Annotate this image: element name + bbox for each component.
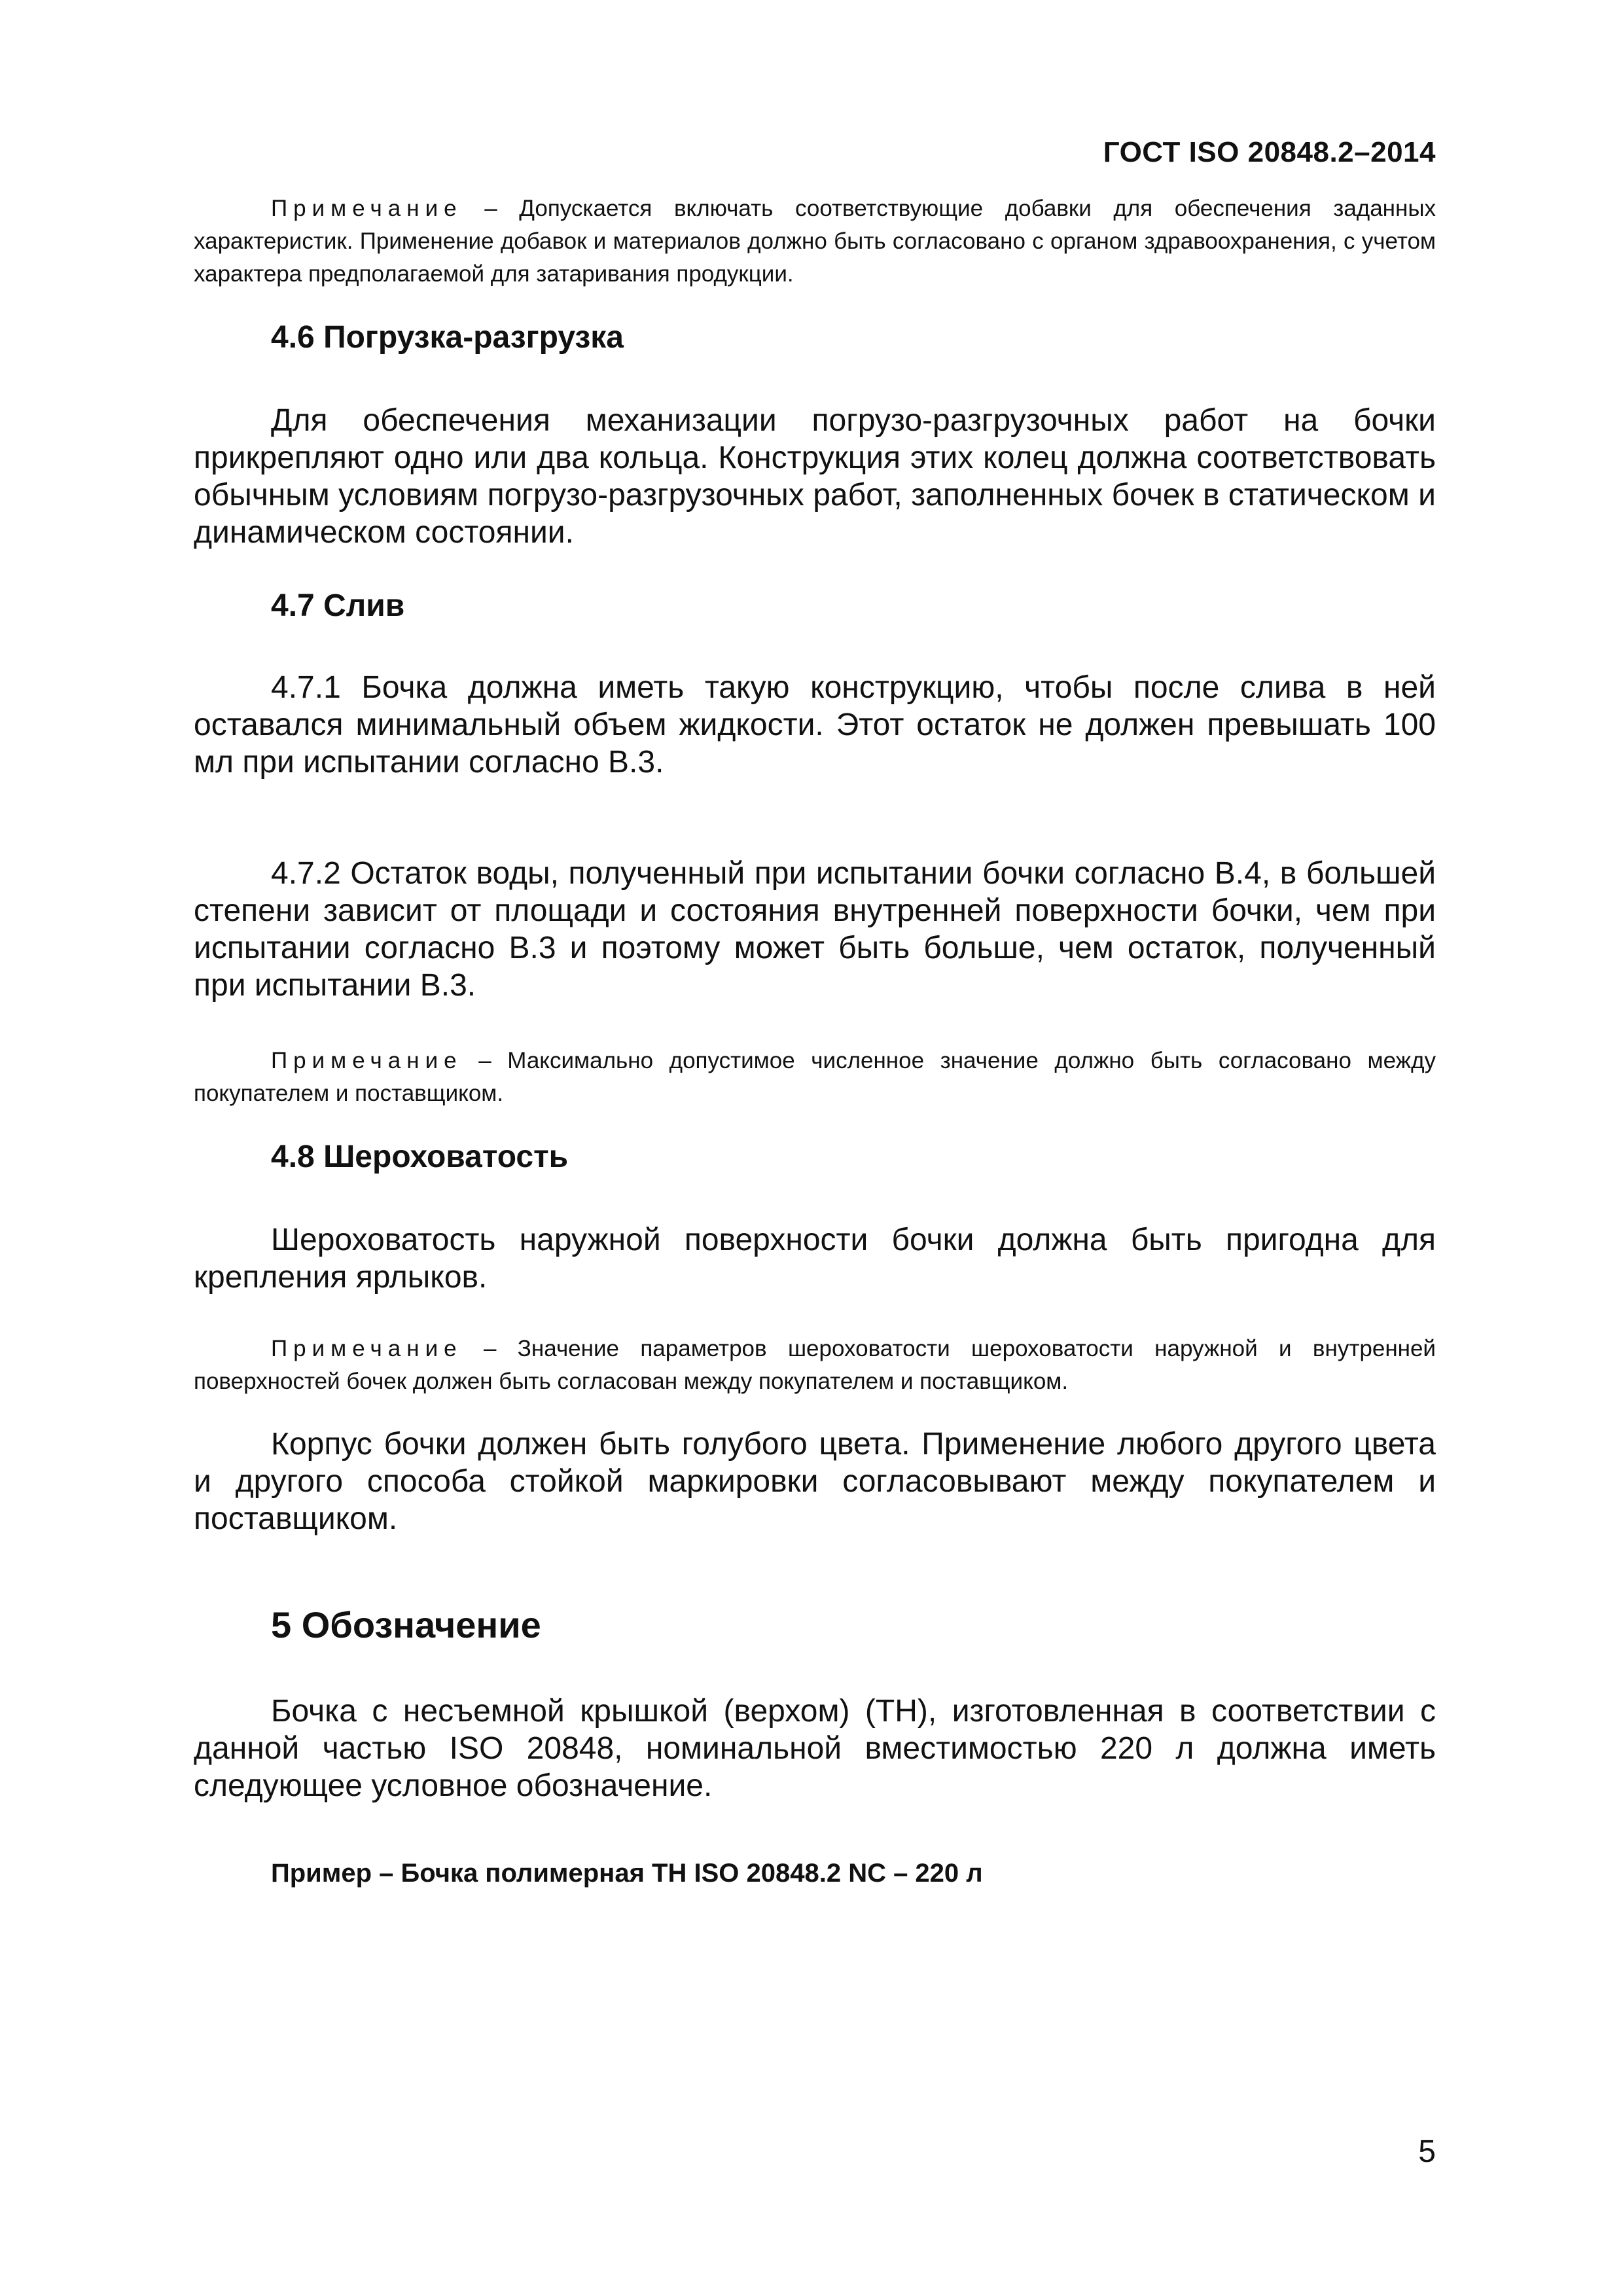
paragraph-4-7-1: 4.7.1 Бочка должна иметь такую конструкцию, чтобы после слива в ней оставался минимальный объем жидкости. Этот остаток не должен превышать 100 мл при испытании согласно В.3. [194, 670, 1436, 780]
note-label: Примечание [271, 1048, 463, 1073]
section-heading-4-8: 4.8 Шероховатость [271, 1139, 569, 1174]
section-heading-5: 5 Обозначение [271, 1604, 541, 1645]
paragraph-designation: Бочка с несъемной крышкой (верхом) (ТН), изготовленная в соответствии с данной частью ISO 20848, номинальной вместимостью 220 л должна иметь следующее условное обозначение. [194, 1694, 1436, 1803]
section-heading-4-7: 4.7 Слив [271, 588, 405, 623]
note-text: – Значение параметров шероховатости шероховатости наружной и внутренней поверхностей бочек должен быть согласован между покупателем и поставщиком. [194, 1336, 1436, 1394]
note-residue [194, 1045, 1436, 1110]
note-label: Примечание [271, 1336, 463, 1361]
page-number: 5 [1418, 2134, 1436, 2169]
paragraph-roughness: Шероховатость наружной поверхности бочки должна быть пригодна для крепления ярлыков. [194, 1223, 1436, 1295]
note-label: Примечание [271, 196, 463, 221]
paragraph-4-7-2: 4.7.2 Остаток воды, полученный при испытании бочки согласно В.4, в большей степени зависит от площади и состояния внутренней поверхности бочки, чем при испытании согласно В.3 и поэтому может быть больше, чем остаток, полученный при испытании В.3. [194, 856, 1436, 1003]
document-code-header: ГОСТ ISO 20848.2–2014 [1103, 136, 1436, 168]
note-roughness [194, 1333, 1436, 1398]
note-text: – Допускается включать соответствующие добавки для обеспечения заданных характеристик. Применение добавок и материалов должно быть согласовано с органом здравоохранения, с учетом характера предполагаемой для затаривания продукции. [194, 196, 1436, 287]
designation-example: Пример – Бочка полимерная ТН ISO 20848.2 NC – 220 л [271, 1859, 983, 1888]
section-heading-4-6: 4.6 Погрузка-разгрузка [271, 320, 624, 355]
note-text: – Максимально допустимое численное значение должно быть согласовано между покупателем и поставщиком. [194, 1048, 1436, 1106]
note-additives [194, 192, 1436, 291]
paragraph-color: Корпус бочки должен быть голубого цвета. Применение любого другого цвета и другого способа стойкой маркировки согласовывают между покупателем и поставщиком. [194, 1427, 1436, 1536]
paragraph-loading: Для обеспечения механизации погрузо-разгрузочных работ на бочки прикрепляют одно или два кольца. Конструкция этих колец должна соответствовать обычным условиям погрузо-разгрузочных работ, заполненных бочек в статическом и динамическом состоянии. [194, 403, 1436, 550]
document-page [194, 0, 1436, 2296]
